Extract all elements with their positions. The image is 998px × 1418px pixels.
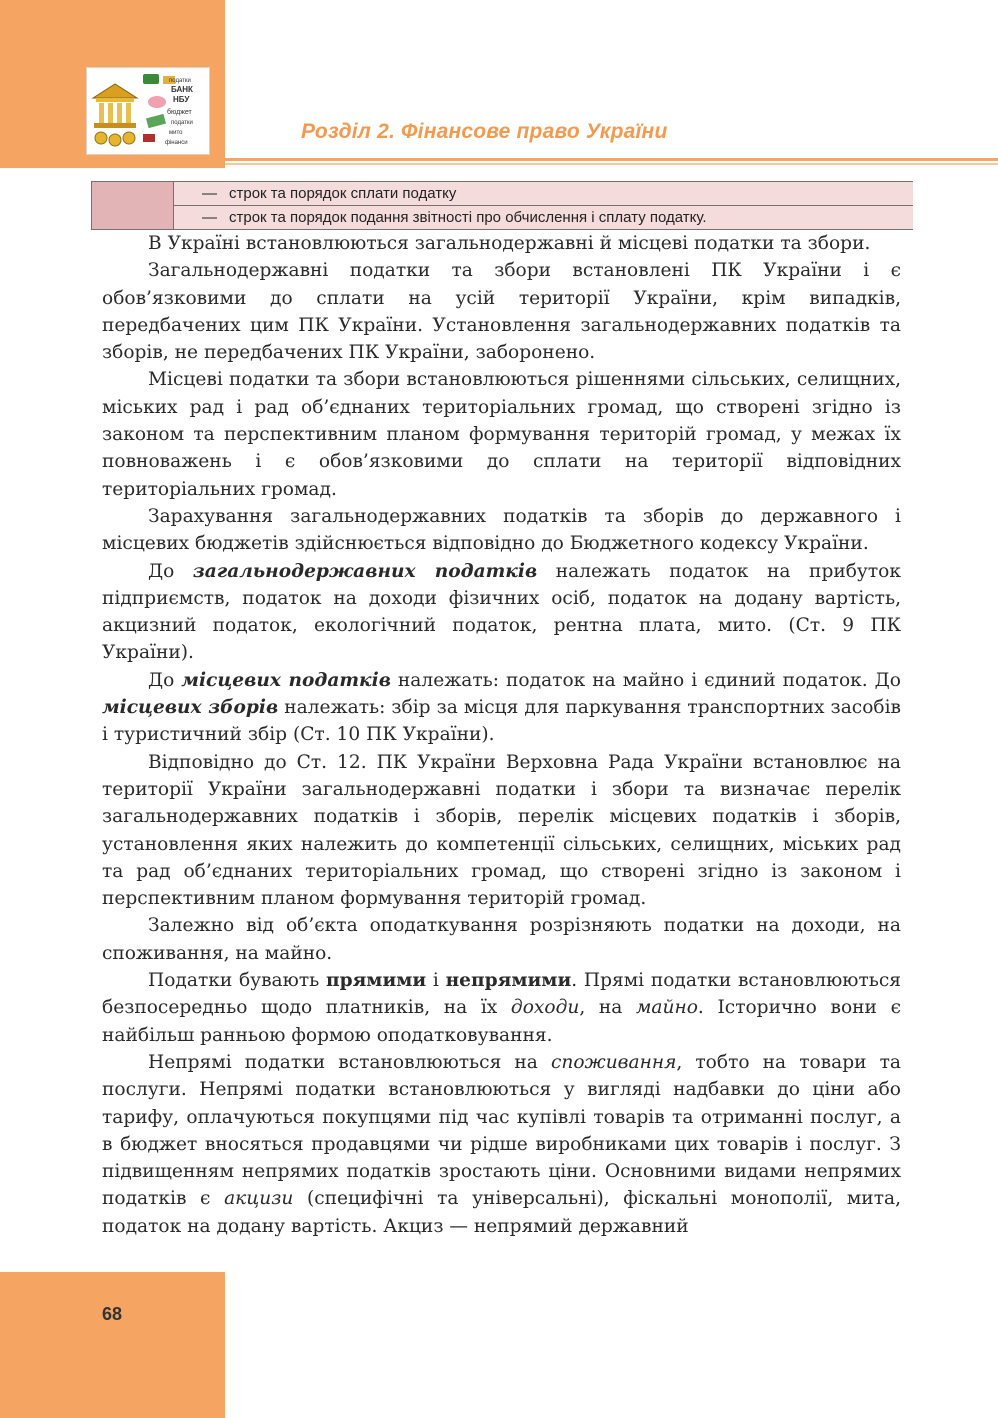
term-property: майно xyxy=(635,997,698,1019)
paragraph: В Україні встановлюються загальнодержавні й місцеві податки та збори. xyxy=(148,233,871,254)
text-run: До xyxy=(148,669,182,691)
text-run: належать: податок на майно і єдиний податок. До xyxy=(390,669,901,691)
term-consumption: споживання xyxy=(550,1051,677,1073)
paragraph: Відповідно до Ст. 12. ПК України Верховна Рада України встановлює на території України загальнодержавні податки і збори та визначає перелік загальнодержавних податків і зборів, перелік місцевих податків і зборів, установлення яких належить до компетенції сільських, селищних, міських рад та рад об’єднаних територіальних громад, що створені згідно із законом і перспективним планом формування територій громад. xyxy=(102,751,901,910)
text-run: і xyxy=(426,970,446,992)
text-run: , тобто на товари та послуги. Непрямі податки встановлюються у вигляді надбавки до ціни або тарифу, оплачуються покупцями під час купівлі товарів та отриманні послуг, а в бюджет вносяться продавцями чи рідше виробниками цих товарів і послуг. З підвищенням непрямих податків зростають ціни. Основними видами непрямих податків є xyxy=(102,1051,901,1210)
table-row-text: строк та порядок сплати податку xyxy=(229,185,457,202)
term-excises: акцизи xyxy=(224,1188,294,1210)
header-rule-light xyxy=(225,163,998,165)
term-indirect: непрямими xyxy=(445,970,572,992)
term-income: доходи xyxy=(510,997,580,1019)
table-row xyxy=(174,206,913,229)
term-national-taxes: загальнодержавних податків xyxy=(192,560,538,582)
svg-text:БАНК: БАНК xyxy=(171,85,193,94)
svg-text:фінанси: фінанси xyxy=(165,140,188,146)
svg-text:бюджет: бюджет xyxy=(167,109,192,116)
paragraph: Зарахування загальнодержавних податків та зборів до державного і місцевих бюджетів здійснюється відповідно до Бюджетного кодексу України. xyxy=(102,505,901,555)
table-row-text: строк та порядок подання звітності про обчислення і сплату податку. xyxy=(229,209,707,226)
tax-elements-table xyxy=(91,181,913,230)
text-run: . Історично вони є найбільш ранньою формою оподатковування. xyxy=(102,997,901,1046)
text-run: Непрямі податки встановлюються на xyxy=(148,1051,551,1073)
chapter-title: Розділ 2. Фінансове право України xyxy=(301,120,668,143)
text-run: належать: збір за місця для паркування транспортних засобів і туристичний збір (Ст. 10 ПК України). xyxy=(102,697,902,746)
table-row xyxy=(174,182,913,206)
paragraph: Залежно від об’єкта оподаткування розрізняють податки на доходи, на споживання, на майно. xyxy=(102,915,901,964)
header-rule xyxy=(225,158,998,161)
paragraph xyxy=(102,967,901,1049)
table-right-column xyxy=(173,182,913,229)
paragraph: Місцеві податки та збори встановлюються рішеннями сільських, селищних, міських рад і рад об’єднаних територіальних громад, що створені згідно із законом та перспективним планом формування територій громад, у межах їх повноважень і є обов’язковими до сплати на території відповідних територіальних громад. xyxy=(102,369,901,500)
text-run: . Прямі податки встановлюються безпосередньо щодо платників, на їх xyxy=(102,970,901,1019)
svg-text:НБУ: НБУ xyxy=(173,95,190,104)
paragraph xyxy=(102,667,901,749)
svg-text:податки: податки xyxy=(169,78,191,84)
svg-text:податки: податки xyxy=(171,120,193,126)
paragraph xyxy=(102,1049,901,1240)
term-direct: прямими xyxy=(325,970,427,992)
text-run: , на xyxy=(579,997,636,1019)
list-dash: — xyxy=(202,209,217,226)
term-local-taxes: місцевих податків xyxy=(181,669,391,691)
page-number: 68 xyxy=(102,1304,123,1324)
text-run: (специфічні та універсальні), фіскальні монополії, мита, податок на додану вартість. Акциз — непрямий державний xyxy=(102,1188,901,1237)
bottom-left-orange-block xyxy=(0,1272,225,1418)
chapter-logo-image xyxy=(86,67,210,155)
body-text xyxy=(102,230,901,1240)
paragraph xyxy=(102,558,901,667)
paragraph: Загальнодержавні податки та збори встановлені ПК України і є обов’язковими до сплати на усій території України, крім випадків, передбачених цим ПК України. Установлення загальнодержавних податків та зборів, не передбачених ПК України, заборонено. xyxy=(102,260,901,364)
text-run: Податки бувають xyxy=(148,970,326,992)
list-dash: — xyxy=(202,185,217,202)
svg-text:мито: мито xyxy=(169,130,183,136)
text-run: До xyxy=(148,560,193,582)
text-run: належать податок на прибуток підприємств, податок на доходи фізичних осіб, податок на додану вартість, акцизний податок, екологічний податок, рентна плата, мито. (Ст. 9 ПК України). xyxy=(102,560,901,664)
term-local-fees: місцевих зборів xyxy=(102,697,279,719)
